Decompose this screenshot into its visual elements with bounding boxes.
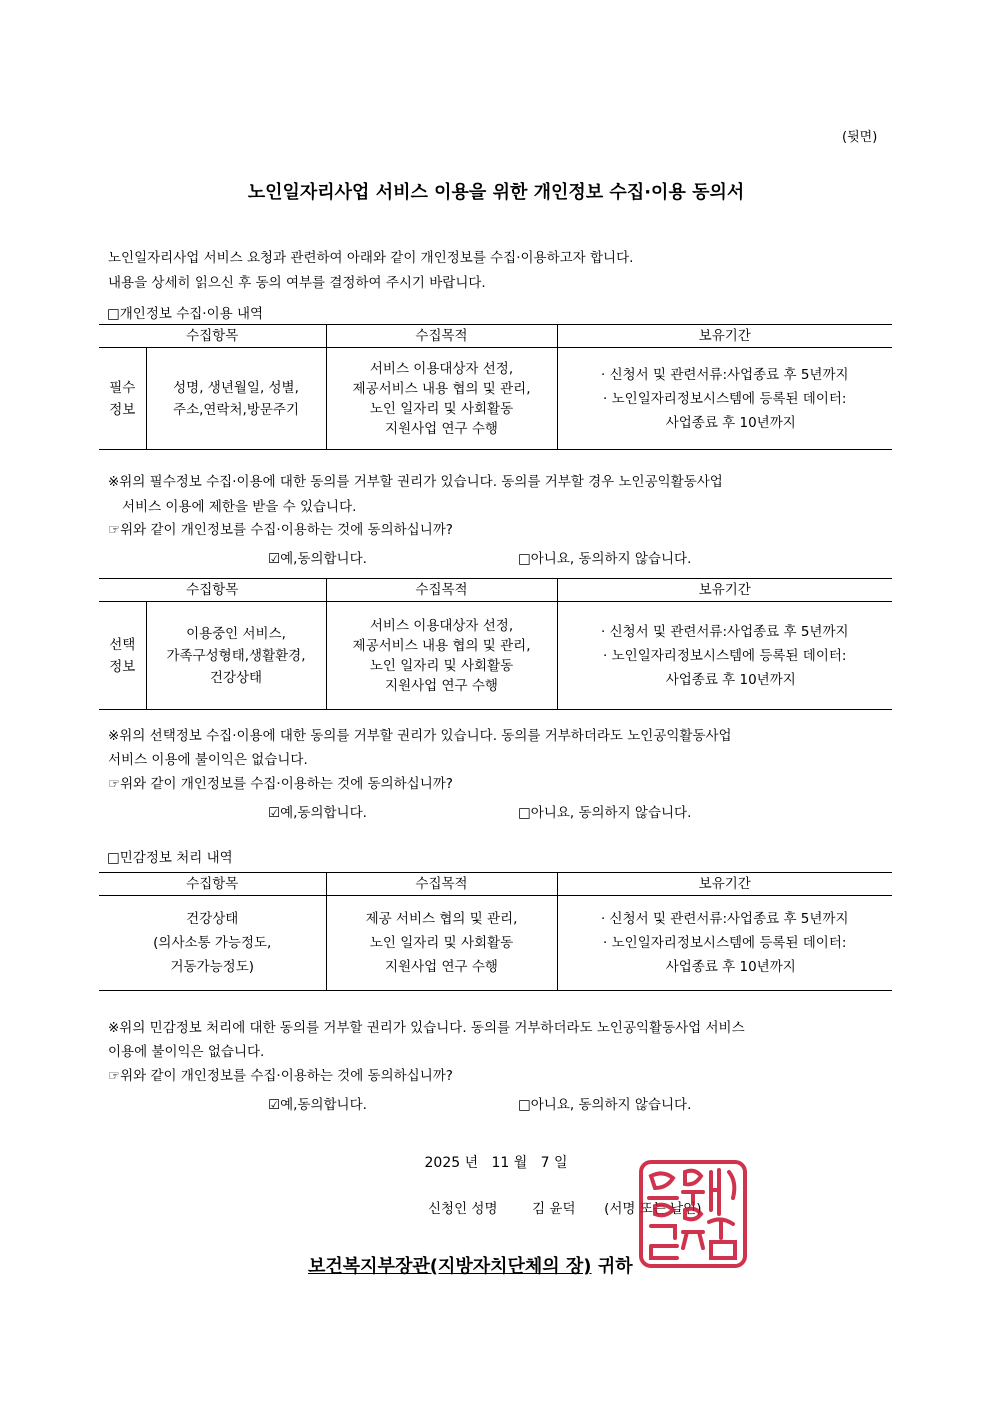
sensitive-agree-option[interactable]: ☑예,동의합니다. — [268, 1097, 367, 1113]
header-purpose: 수집목적 — [326, 873, 557, 896]
header-purpose: 수집목적 — [326, 325, 557, 348]
header-retention: 보유기간 — [557, 579, 892, 602]
item-line: (의사소통 가능정도, — [153, 935, 272, 951]
header-item: 수집항목 — [99, 325, 326, 348]
addressee-suffix: 귀하 — [591, 1256, 633, 1277]
purpose-cell — [326, 896, 557, 991]
required-question: ☞위와 같이 개인정보를 수집·이용하는 것에 동의하십니까? — [108, 522, 453, 538]
signature-note: (서명 또는 날인) — [604, 1201, 702, 1217]
sensitive-info-table — [99, 872, 892, 991]
document-title: 노인일자리사업 서비스 이용을 위한 개인정보 수집·이용 동의서 — [247, 182, 745, 203]
seal-glyphs — [649, 1170, 735, 1258]
retention-cell — [557, 896, 892, 991]
required-notice-2: 서비스 이용에 제한을 받을 수 있습니다. — [122, 499, 357, 515]
header-retention: 보유기간 — [557, 873, 892, 896]
retention-line: 사업종료 후 10년까지 — [665, 414, 796, 431]
seal-stamp — [637, 1158, 749, 1270]
items-cell — [146, 602, 326, 710]
item-line: 성명, 생년월일, 성별, — [173, 379, 299, 396]
applicant-name: 김 윤덕 — [532, 1201, 576, 1217]
sensitive-question: ☞위와 같이 개인정보를 수집·이용하는 것에 동의하십니까? — [108, 1068, 453, 1084]
purpose-line: 노인 일자리 및 사회활동 — [369, 400, 514, 417]
retention-line: · 노인일자리정보시스템에 등록된 데이터: — [603, 647, 847, 664]
purpose-line: 제공 서비스 협의 및 관리, — [365, 911, 518, 927]
header-item: 수집항목 — [99, 873, 326, 896]
category-line: 정보 — [109, 658, 136, 675]
required-info-table — [99, 324, 892, 450]
category-line: 선택 — [109, 636, 136, 653]
purpose-line: 서비스 이용대상자 선정, — [369, 617, 514, 634]
retention-line: 사업종료 후 10년까지 — [665, 959, 796, 975]
optional-disagree-option[interactable]: □아니요, 동의하지 않습니다. — [518, 805, 692, 821]
item-line: 주소,연락처,방문주기 — [173, 401, 299, 418]
purpose-cell — [326, 602, 557, 710]
retention-line: · 신청서 및 관련서류:사업종료 후 5년까지 — [600, 911, 849, 927]
section-personal-info-label: □개인정보 수집·이용 내역 — [107, 306, 264, 322]
sensitive-notice-2: 이용에 불이익은 없습니다. — [108, 1044, 265, 1060]
signature-date: 2025 년 11 월 7 일 — [424, 1155, 568, 1171]
retention-cell — [557, 348, 892, 450]
item-line: 거동가능정도) — [170, 959, 254, 975]
retention-line: · 신청서 및 관련서류:사업종료 후 5년까지 — [600, 623, 849, 640]
optional-info-table — [99, 578, 892, 710]
retention-line: · 노인일자리정보시스템에 등록된 데이터: — [603, 390, 847, 407]
intro-line-1: 노인일자리사업 서비스 요청과 관련하여 아래와 같이 개인정보를 수집·이용하고자 합니다. — [108, 250, 634, 266]
optional-question: ☞위와 같이 개인정보를 수집·이용하는 것에 동의하십니까? — [108, 776, 453, 792]
optional-agree-option[interactable]: ☑예,동의합니다. — [268, 805, 367, 821]
purpose-line: 지원사업 연구 수행 — [385, 677, 498, 694]
category-cell — [99, 602, 146, 710]
purpose-line: 지원사업 연구 수행 — [385, 959, 498, 975]
header-retention: 보유기간 — [557, 325, 892, 348]
category-line: 정보 — [109, 401, 136, 418]
required-notice-1: ※위의 필수정보 수집·이용에 대한 동의를 거부할 권리가 있습니다. 동의를 거부할 경우 노인공익활동사업 — [108, 474, 723, 490]
items-cell — [99, 896, 326, 991]
required-agree-option[interactable]: ☑예,동의합니다. — [268, 551, 367, 567]
retention-line: · 신청서 및 관련서류:사업종료 후 5년까지 — [600, 366, 849, 383]
sensitive-disagree-option[interactable]: □아니요, 동의하지 않습니다. — [518, 1097, 692, 1113]
item-line: 건강상태 — [209, 669, 263, 686]
header-purpose: 수집목적 — [326, 579, 557, 602]
items-cell — [146, 348, 326, 450]
page-label: (뒷면) — [842, 130, 878, 145]
category-line: 필수 — [109, 379, 136, 396]
purpose-cell — [326, 348, 557, 450]
sensitive-notice-1: ※위의 민감정보 처리에 대한 동의를 거부할 권리가 있습니다. 동의를 거부하더라도 노인공익활동사업 서비스 — [108, 1020, 745, 1036]
retention-line: 사업종료 후 10년까지 — [665, 671, 796, 688]
applicant-label: 신청인 성명 — [428, 1201, 498, 1217]
category-cell — [99, 348, 146, 450]
retention-cell — [557, 602, 892, 710]
purpose-line: 노인 일자리 및 사회활동 — [369, 657, 514, 674]
optional-notice-1: ※위의 선택정보 수집·이용에 대한 동의를 거부할 권리가 있습니다. 동의를 거부하더라도 노인공익활동사업 — [108, 728, 732, 744]
section-sensitive-info-label: □민감정보 처리 내역 — [107, 850, 233, 866]
header-item: 수집항목 — [99, 579, 326, 602]
purpose-line: 노인 일자리 및 사회활동 — [369, 935, 514, 951]
purpose-line: 제공서비스 내용 협의 및 관리, — [352, 637, 531, 654]
purpose-line: 제공서비스 내용 협의 및 관리, — [352, 380, 531, 397]
addressee — [308, 1252, 633, 1278]
addressee-name: 보건복지부장관(지방자치단체의 장) — [308, 1256, 592, 1277]
optional-notice-2: 서비스 이용에 불이익은 없습니다. — [108, 752, 308, 768]
retention-line: · 노인일자리정보시스템에 등록된 데이터: — [603, 935, 847, 951]
required-disagree-option[interactable]: □아니요, 동의하지 않습니다. — [518, 551, 692, 567]
purpose-line: 지원사업 연구 수행 — [385, 420, 498, 437]
item-line: 건강상태 — [186, 911, 239, 927]
purpose-line: 서비스 이용대상자 선정, — [369, 360, 514, 377]
item-line: 이용중인 서비스, — [186, 625, 286, 642]
intro-line-2: 내용을 상세히 읽으신 후 동의 여부를 결정하여 주시기 바랍니다. — [108, 275, 486, 291]
item-line: 가족구성형태,생활환경, — [166, 647, 306, 664]
